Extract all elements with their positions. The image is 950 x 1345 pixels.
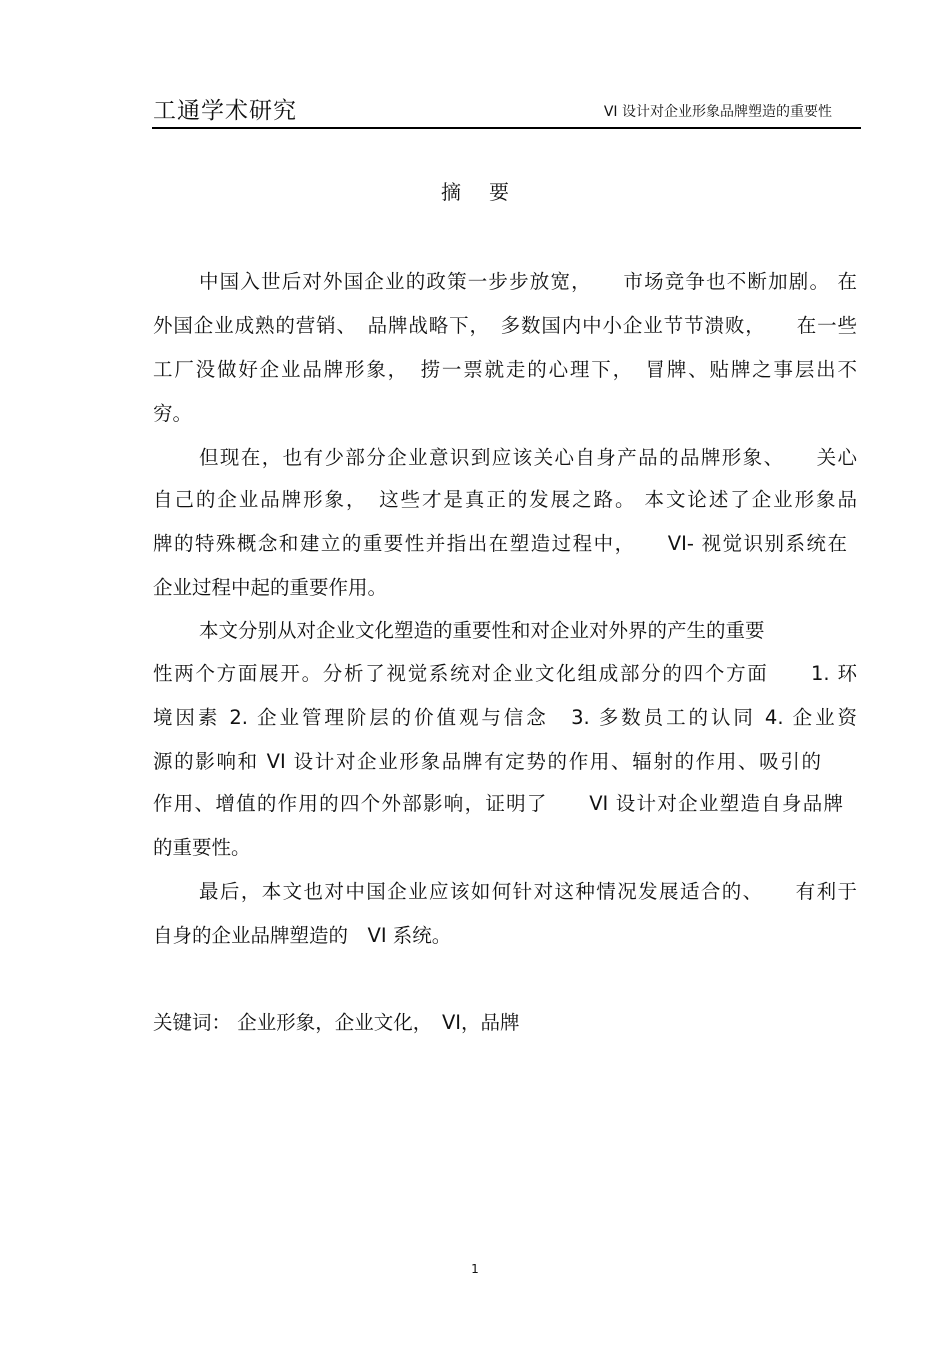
abstract-line: 境因素 2. 企业管理阶层的价值观与信念 3. 多数员工的认同 4. 企业资 [153, 706, 857, 729]
abstract-line: 但现在，也有少部分企业意识到应该关心自身产品的品牌形象、 关心 [199, 446, 857, 469]
abstract-line: 自己的企业品牌形象， 这些才是真正的发展之路。 本文论述了企业形象品 [153, 488, 857, 511]
header-divider [152, 127, 861, 129]
abstract-title: 摘要 [441, 180, 537, 204]
abstract-line: 源的影响和 VI 设计对企业形象品牌有定势的作用、辐射的作用、吸引的 [153, 750, 821, 773]
abstract-line: 牌的特殊概念和建立的重要性并指出在塑造过程中， VI- 视觉识别系统在 [153, 532, 847, 555]
abstract-line: 中国入世后对外国企业的政策一步步放宽， 市场竞争也不断加剧。 在 [199, 270, 857, 293]
page-number: 1 [471, 1262, 479, 1276]
abstract-line: 本文分别从对企业文化塑造的重要性和对企业对外界的产生的重要 [199, 619, 765, 642]
abstract-line: 穷。 [153, 402, 193, 425]
abstract-line: 工厂没做好企业品牌形象， 捞一票就走的心理下， 冒牌、贴牌之事层出不 [153, 358, 857, 381]
abstract-line: 最后，本文也对中国企业应该如何针对这种情况发展适合的、 有利于 [199, 880, 857, 903]
page-header-title: 工通学术研究 [153, 98, 297, 124]
abstract-line: 外国企业成熟的营销、 品牌战略下， 多数国内中小企业节节溃败， 在一些 [153, 314, 857, 337]
abstract-line: 的重要性。 [153, 836, 251, 859]
keywords-line: 关键词： 企业形象，企业文化， VI，品牌 [153, 1011, 520, 1034]
abstract-line: 性两个方面展开。分析了视觉系统对企业文化组成部分的四个方面 1. 环 [153, 662, 857, 685]
page-header-subtitle: VI 设计对企业形象品牌塑造的重要性 [603, 104, 832, 120]
abstract-line: 作用、增值的作用的四个外部影响，证明了 VI 设计对企业塑造自身品牌 [153, 792, 843, 815]
abstract-line: 企业过程中起的重要作用。 [153, 576, 388, 599]
abstract-line: 自身的企业品牌塑造的 VI 系统。 [153, 924, 452, 947]
